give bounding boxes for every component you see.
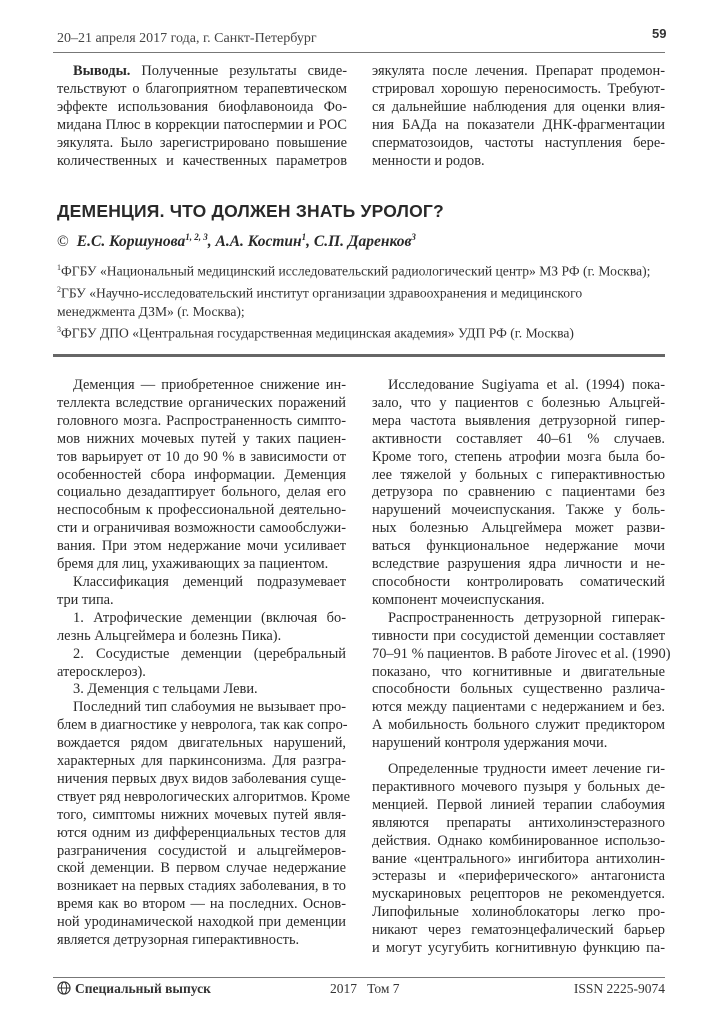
paragraph [57,699,351,950]
text-line: эстеразы и «периферического» антагониста [372,868,665,885]
text-line: ных болезнью Альцгеймера может разви- [372,520,665,537]
issue-volume: Том 7 [367,981,400,996]
journal-section: Специальный выпуск [75,981,211,996]
text-line: сперматозоидов, частоты наступления бере- [372,134,665,151]
text-line: нарушений контроля удержания мочи. [372,735,608,752]
text-line: ния БАДа на показатели ДНК-фрагментации [372,116,665,133]
text-line: лее тяжелой у больных с гиперактивностью [372,466,665,483]
text-line: и могут усугубить когнитивную функцию па- [372,940,665,957]
text-line: показано, что когнитивные и двигательные [372,663,665,680]
text-line: стрировал хорошую переносимость. Требуют- [372,80,665,97]
text-line: менцией. Первой линией терапии слабоумия [372,796,665,813]
text-line: бремя для лиц, ухаживающих за пациентом. [57,556,329,573]
text-line: блем в диагностике у невролога, так как сопро- [57,717,348,734]
text-line: мидана Плюс в коррекции патоспермии и РОС [57,116,347,133]
text-line: эякулята после лечения. Препарат продемон- [372,63,665,79]
paragraph [57,681,346,699]
article-authors: © Е.С. Коршунова$^{1, 2, 3}$, А.А. Костин$^1$, С.П. Даренков$^3$ [57,232,416,251]
text-line: ются одним из дифференциальных тестов для [57,824,346,841]
text-line: способности контролировать соматический [372,573,665,590]
affiliation [57,259,657,281]
paragraph [372,609,671,753]
footer-rule [53,977,665,978]
issue-year: 2017 [330,981,357,996]
text-line: Классификация деменций подразумевает [73,573,346,590]
text-line: особенностей сбора информации. Деменция [57,466,346,483]
author-affiliation-ref: 1 [301,232,307,242]
affiliation-number: 1 [57,263,61,272]
text-line: 1. Атрофические деменции (включая бо- [73,609,346,626]
text-line: активности составляет 40–61 % случаев. [372,430,665,447]
conclusions-lead: Выводы. [73,63,131,79]
text-line: тов варьирует от 10 до 90 % в зависимости от [57,448,346,465]
text-line: количественных и качественных параметров [57,152,347,169]
affiliation [57,281,657,321]
text-line: теллекта вследствие органических поражений [57,394,346,411]
paragraph [57,574,346,610]
paragraph [57,646,346,682]
text-line: Деменция — приобретенное снижение ин- [73,377,346,393]
body-right-column [372,377,671,958]
affiliation-text: ФГБУ «Национальный медицинский исследовательский радиологический центр» МЗ РФ (г. Москва); [61,263,651,279]
text-line: тельствуют о благоприятном терапевтическом [57,80,347,97]
text-line: Распространенность детрузорной гиперак- [388,609,665,626]
paragraph [372,377,665,610]
text-line: вследствие разрушения ядра личности и не- [372,556,665,573]
text-line: нарушений мочеиспускания. Также у боль- [372,502,665,519]
text-line: менности и родов. [372,152,485,169]
text-line: действия. Однако комбинированное использо- [372,832,665,849]
body-left-column [57,377,351,950]
text-line: компонент мочеиспускания. [372,591,545,608]
paragraph [57,377,346,574]
text-line: 2. Сосудистые деменции (церебральный [73,645,346,662]
text-line: мускариновых рецепторов не рекомендуется. [372,886,665,903]
text-line: перактивного мочевого пузыря у больных де- [372,778,665,795]
text-line: ются между пациентами с недержанием и без. [372,699,665,716]
author-name: С.П. Даренков [313,233,412,251]
globe-emblem-icon [57,981,71,995]
text-line: является детрузорная гиперактивность. [57,932,300,949]
text-line: ничения первых двух видов заболевания суще- [57,770,346,787]
affiliation-text: ФГБУ ДПО «Центральная государственная медицинская академия» УДП РФ (г. Москва) [61,325,574,341]
text-line: мов нижних мочевых путей у таких пациен- [57,430,346,447]
text-line: тивности при сосудистой деменции составляет [372,627,665,644]
text-line: социально дезадаптирует больного, делая его [57,484,346,501]
author-affiliation-ref: 1, 2, 3 [185,232,208,242]
text-line: эякулята. Было зарегистрировано повышение [57,134,347,151]
conclusions-right-column [372,63,665,170]
author-affiliation-ref: 3 [411,232,416,242]
paragraph-gap [372,753,665,761]
page-number: 59 [652,26,667,41]
text-line: характерных для паркинсонизма. Для разгра- [57,753,346,770]
text-line: вание «центрального» ингибитора антихолин- [372,850,665,867]
text-line: Липофильные холиноблокаторы легко про- [372,904,665,921]
text-line: головного мозга. Распространенность симпто- [57,412,346,429]
text-line: зало, что у пациентов с болезнью Альцгей- [372,394,665,411]
text-line: Последний тип слабоумия не вызывает про- [73,699,346,716]
text-line: того, симптомы нижних мочевых путей явля- [57,806,346,823]
text-line: Исследование Sugiyama et al. (1994) пока- [388,377,665,393]
text-line: детрузора по сравнению с пациентами без [372,484,665,501]
affiliation-number: 2 [57,284,61,294]
text-line: мера частота выявления детрузорной гипер- [372,412,665,429]
text-line: ваться функциональное недержание мочи [372,538,665,555]
author-name: А.А. Костин [215,233,302,251]
affiliation-text: ГБУ «Научно-исследовательский институт организации здравоохранения и медицинского менеджмента ДЗМ» (г. Москва); [57,285,583,319]
text-line: атеросклероз). [57,663,146,680]
affiliation-number: 3 [57,325,61,335]
text-line: А мобильность больного служит предиктором [372,717,665,734]
footer-section [57,981,211,997]
text-line: время как во втором — на последних. Основ- [57,896,346,913]
text-line: ной уродинамической находкой при деменции [57,914,346,931]
text-line: способности больных существенно различа- [372,681,665,698]
text-line: ствует ряд неврологических алгоритмов. Кроме [57,788,351,805]
text-line: вождается рядом двигательных нарушений, [57,735,346,752]
text-line: никают через гематоэнцефалический барьер [372,922,665,939]
text-line: неспособным к профессиональной деятельно- [57,502,346,519]
affiliations-rule [53,354,665,357]
text-line: ся дальнейшие наблюдения для оценки влия- [372,98,665,115]
text-line: 70–91 % пациентов. В работе Jirovec et al. (1990) [372,645,671,662]
text-line: являются препараты антихолинэстеразного [372,814,665,831]
paragraph [57,610,346,646]
affiliations [57,259,657,343]
text-line: 3. Деменция с тельцами Леви. [73,681,258,698]
affiliation [57,321,657,343]
text-line: разграничения сосудистой и альцгеймеров- [57,842,346,859]
running-header: 20–21 апреля 2017 года, г. Санкт-Петербург [57,31,317,46]
issn: ISSN 2225-9074 [573,981,665,996]
text-line: возникает на первых стадиях заболевания, в то [57,878,346,895]
text-line: три типа. [57,591,114,608]
text-line: Определенные трудности имеет лечение ги- [388,761,665,778]
footer-issue [330,981,400,997]
article-title: ДЕМЕНЦИЯ. ЧТО ДОЛЖЕН ЗНАТЬ УРОЛОГ? [57,201,444,221]
paragraph [372,761,665,958]
author-name: Е.С. Коршунова [76,233,186,251]
text-line: ской деменции. В первом случае недержание [57,860,346,877]
text-line: вания. При этом недержание мочи усиливает [57,538,346,555]
conclusions-left-column [57,63,347,170]
text-line: эффекте использования биофлавоноида Фо- [57,98,347,115]
header-rule [53,52,665,53]
text-line: Полученные результаты свиде- [130,63,347,79]
text-line: сти и ограничивая возможности самообслужи- [57,520,346,537]
text-line: лезнь Альцгеймера и болезнь Пика). [57,627,282,644]
copyright-sign: © [57,233,69,251]
text-line: Кроме того, степень атрофии мозга была бо- [372,448,665,465]
